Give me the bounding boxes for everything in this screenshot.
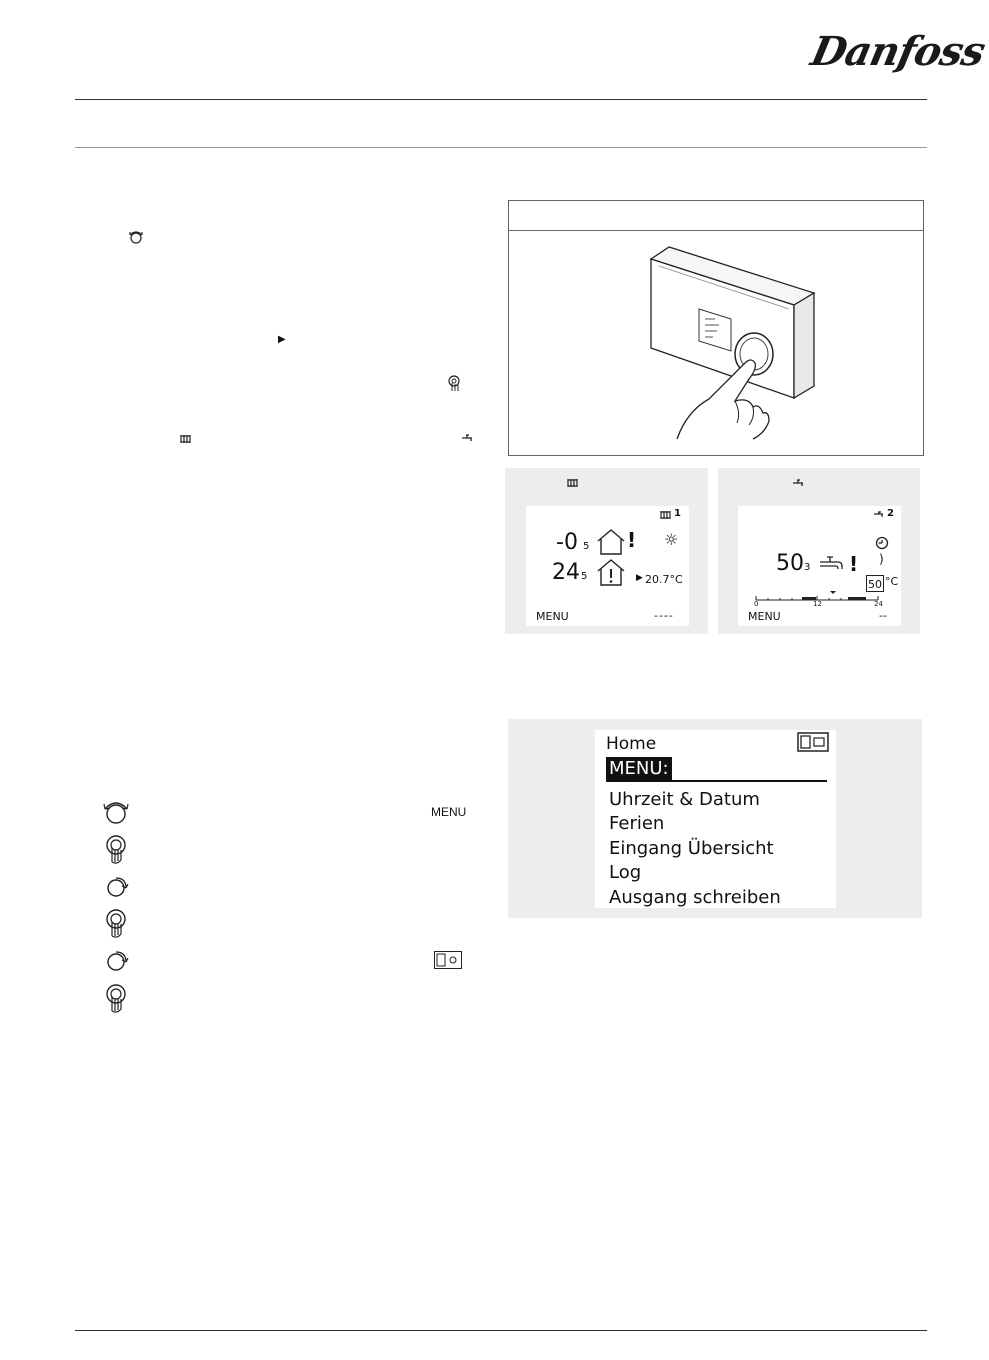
push-dial-icon: [446, 374, 462, 394]
tap-icon: [791, 479, 805, 489]
screen-title: Home: [606, 734, 657, 754]
menu-item-holiday[interactable]: Ferien: [609, 813, 665, 834]
dhw-setpoint-value: 50: [868, 578, 882, 591]
header-rule: [75, 99, 927, 100]
tap-icon: [873, 511, 885, 519]
controller-illustration: [509, 201, 923, 455]
home-screen-icon: [797, 732, 829, 752]
menu-label: MENU: [536, 610, 569, 623]
dhw-setpoint-unit: °C: [885, 575, 899, 588]
arrow-right-icon: ▶: [278, 334, 286, 345]
turn-right-icon: [104, 948, 130, 974]
sun-icon: ☼: [664, 530, 679, 549]
alarm-icon: !: [627, 528, 637, 552]
menu-label: MENU: [748, 610, 781, 623]
menu-heading: MENU:: [606, 757, 672, 781]
menu-item-output-override[interactable]: Ausgang schreiben: [609, 887, 781, 908]
turn-dial-icon: [101, 799, 131, 825]
outdoor-temp-int: -0: [556, 530, 578, 555]
menu-item-time-date[interactable]: Uhrzeit & Datum: [609, 789, 760, 810]
dhw-display: [738, 506, 901, 626]
menu-display: [595, 730, 836, 908]
radiator-icon: [180, 433, 192, 444]
push-dial-icon: [104, 834, 128, 866]
menu-item-log[interactable]: Log: [609, 862, 642, 883]
subheader-rule: [75, 147, 927, 148]
tap-icon: [460, 434, 474, 444]
signal-icon: ): [879, 552, 884, 566]
status-dashes: --: [879, 609, 887, 622]
dhw-temp-int: 50: [776, 551, 804, 576]
menu-item-input-overview[interactable]: Eingang Übersicht: [609, 838, 774, 859]
setpoint-arrow-icon: ▶: [636, 573, 643, 583]
flow-temp-int: 24: [552, 560, 580, 585]
home-screen-icon: [434, 951, 462, 969]
tap-large-icon: [818, 554, 844, 574]
device-figure: [508, 200, 924, 456]
radiator-icon: [567, 477, 579, 488]
outdoor-temp-dec: 5: [583, 541, 590, 552]
circuit-number: 1: [674, 508, 681, 519]
flow-temp-dec: 5: [581, 571, 588, 582]
menu-label: MENU: [431, 805, 467, 819]
heating-screen-panel: [505, 468, 708, 634]
house-alert-icon: [596, 558, 626, 588]
menu-screen-panel: [508, 719, 922, 918]
schedule-tick-0: 0: [754, 600, 759, 608]
heating-setpoint: 20.7°C: [645, 573, 683, 586]
circuit-number: 2: [887, 508, 894, 519]
heating-display: [526, 506, 689, 626]
turn-dial-icon: [127, 229, 145, 245]
clock-icon: [875, 536, 889, 550]
danfoss-logo: Danfoss: [807, 28, 989, 75]
push-dial-icon: [104, 983, 128, 1015]
schedule-tick-24: 24: [874, 600, 883, 608]
schedule-tick-12: 12: [813, 600, 822, 608]
status-dashes: ----: [654, 609, 674, 622]
turn-right-icon: [104, 874, 130, 900]
footer-rule: [75, 1330, 927, 1331]
radiator-icon: [660, 510, 672, 520]
house-icon: [596, 528, 626, 556]
dhw-screen-panel: [718, 468, 920, 634]
menu-heading-rule: [606, 780, 827, 782]
alarm-icon: !: [849, 552, 859, 576]
push-dial-icon: [104, 908, 128, 940]
dhw-temp-dec: 3: [804, 562, 811, 573]
